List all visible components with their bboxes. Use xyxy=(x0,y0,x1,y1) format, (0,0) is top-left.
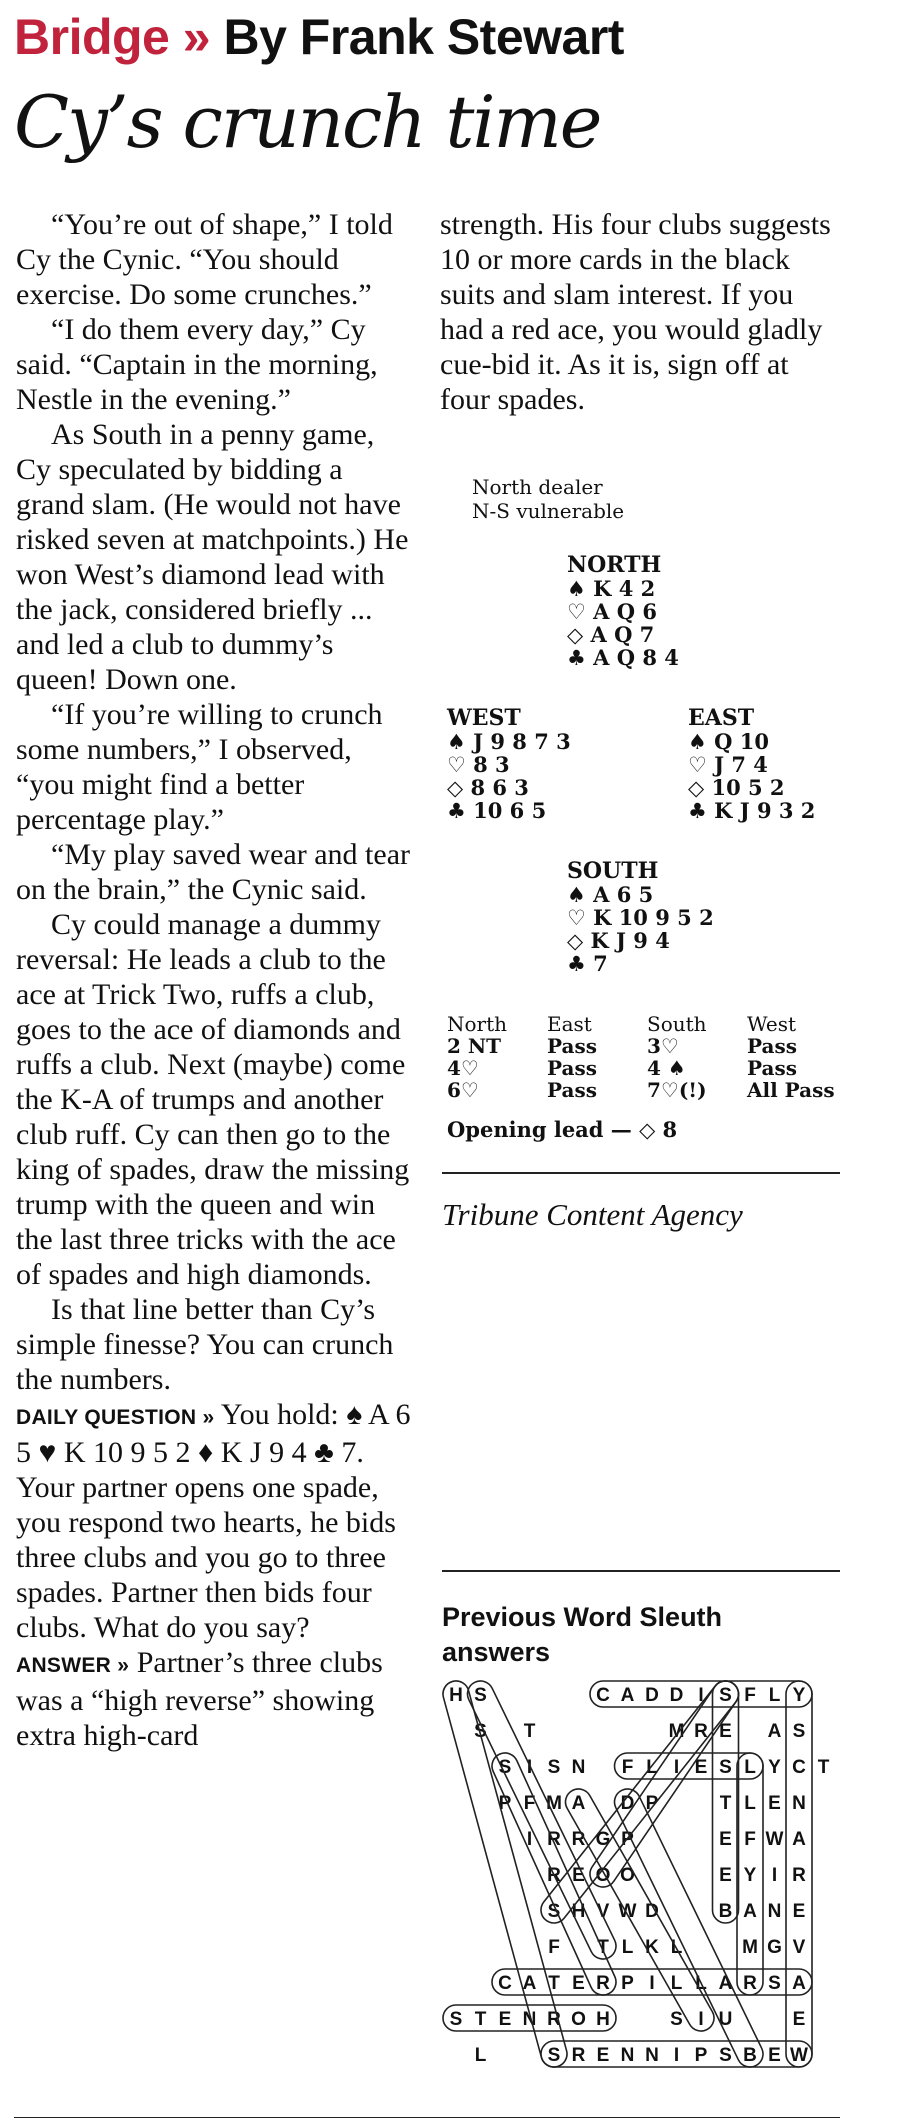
word-sleuth-grid xyxy=(442,1680,842,2125)
grid-letter: R xyxy=(547,2009,561,2030)
page-header xyxy=(14,8,624,66)
grid-letter: L xyxy=(474,2045,487,2066)
grid-letter: S xyxy=(547,1757,561,1778)
grid-letter: D xyxy=(669,1685,684,1706)
grid-letter: N xyxy=(645,2045,659,2066)
article-title: Cy’s crunch time xyxy=(14,80,601,164)
grid-letter: Y xyxy=(768,1757,781,1778)
grid-letter: H xyxy=(449,1685,463,1706)
grid-letter: I xyxy=(649,1973,655,1994)
hand-label: NORTH xyxy=(567,552,662,578)
grid-letter: F xyxy=(621,1757,634,1778)
daily-question-label: DAILY QUESTION » xyxy=(16,1406,215,1429)
grid-letter: D xyxy=(645,1901,659,1922)
diamonds: ◇ 8 6 3 xyxy=(447,775,529,800)
grid-letter: C xyxy=(596,1685,610,1706)
grid-letter: M xyxy=(668,1721,685,1742)
grid-letter: I xyxy=(698,2009,704,2030)
grid-letter: A xyxy=(767,1721,782,1742)
grid-letter: A xyxy=(522,1973,537,1994)
spades: ♠ J 9 8 7 3 xyxy=(447,729,571,754)
grid-letter: E xyxy=(596,2045,610,2066)
grid-letter: S xyxy=(547,1901,561,1922)
grid-letter: L xyxy=(695,1973,707,1994)
paragraph: Is that line better than Cy’s simple finesse? You can crunch the numbers. xyxy=(16,1293,394,1396)
grid-letter: C xyxy=(792,1757,806,1778)
vulnerability: N-S vulnerable xyxy=(472,499,625,523)
paragraph: strength. His four clubs suggests 10 or more cards in the black suits and slam interest. If you had a red ace, you would gladly cue-bid it. As it is, sign off at four spades. xyxy=(440,208,831,416)
hearts: ♡ K 10 9 5 2 xyxy=(567,905,714,930)
grid-letter: T xyxy=(719,1793,732,1814)
grid-letter: R xyxy=(571,1829,586,1850)
grid-letter: R xyxy=(547,1865,561,1886)
grid-letter: P xyxy=(621,1973,634,1994)
grid-letter: S xyxy=(719,2045,732,2066)
grid-letter: E xyxy=(719,1865,732,1886)
grid-letter: E xyxy=(792,2009,806,2030)
clubs: ♣ 7 xyxy=(567,951,608,976)
word-sleuth-loops xyxy=(442,1680,842,2120)
grid-letter: R xyxy=(792,1865,806,1886)
word-sleuth-title: Previous Word Sleuth answers xyxy=(442,1602,723,1667)
grid-letter: L xyxy=(744,1793,756,1814)
grid-letter: T xyxy=(523,1721,536,1742)
grid-letter: L xyxy=(744,1757,756,1778)
grid-letter: N xyxy=(767,1901,782,1922)
grid-letter: A xyxy=(792,1973,806,1994)
grid-letter: O xyxy=(620,1865,635,1886)
auction-row xyxy=(447,1079,847,1101)
hearts: ♡ J 7 4 xyxy=(688,752,768,777)
grid-letter: N xyxy=(522,2009,537,2030)
grid-letter: T xyxy=(548,1973,560,1994)
grid-letter: A xyxy=(743,1901,757,1922)
grid-letter: I xyxy=(673,1757,680,1778)
hand-south xyxy=(567,860,714,975)
grid-letter: W xyxy=(790,2045,808,2066)
grid-letter: E xyxy=(719,1829,732,1850)
spades: ♠ K 4 2 xyxy=(567,576,656,601)
grid-letter: L xyxy=(670,1973,683,1994)
opening-lead: Opening lead — ◇ 8 xyxy=(447,1117,678,1142)
grid-letter: S xyxy=(670,2009,683,2030)
grid-letter: S xyxy=(474,1721,487,1742)
grid-letter: U xyxy=(718,2009,733,2030)
bid: 4 ♠ xyxy=(647,1056,686,1080)
grid-letter: S xyxy=(498,1757,512,1778)
grid-letter: R xyxy=(596,1973,610,1994)
grid-letter: G xyxy=(595,1829,611,1850)
bid: 6♡ xyxy=(447,1078,479,1102)
grid-letter: L xyxy=(621,1937,634,1958)
grid-letter: O xyxy=(595,1865,611,1886)
grid-letter: S xyxy=(449,2009,463,2030)
grid-letter: C xyxy=(498,1973,512,1994)
grid-letter: S xyxy=(719,1757,732,1778)
bid: All Pass xyxy=(747,1078,835,1102)
auction-col: East xyxy=(547,1012,592,1036)
grid-letter: I xyxy=(771,1865,778,1886)
hand-label: WEST xyxy=(447,705,521,731)
grid-letter: L xyxy=(670,1937,683,1958)
section-label: Bridge » xyxy=(14,9,211,65)
grid-letter: P xyxy=(621,1829,634,1850)
hand-west xyxy=(447,707,571,822)
bid: Pass xyxy=(547,1078,597,1102)
divider xyxy=(442,1570,840,1572)
spades: ♠ Q 10 xyxy=(688,729,769,754)
auction-col: South xyxy=(647,1012,707,1036)
paragraph: As South in a penny game, Cy speculated by bidding a grand slam. (He would not have risked seven at matchpoints.) He won West’s diamond lead with the jack, considered briefly ... and led a club to dummy’s queen! Down one. xyxy=(16,418,409,696)
spades: ♠ A 6 5 xyxy=(567,882,654,907)
grid-letter: E xyxy=(719,1721,732,1742)
hand-label: EAST xyxy=(688,705,755,731)
bid: Pass xyxy=(747,1056,797,1080)
grid-letter: Y xyxy=(743,1865,757,1886)
column-1 xyxy=(16,207,411,1753)
grid-letter: A xyxy=(620,1685,635,1706)
grid-letter: N xyxy=(620,2045,635,2066)
grid-letter: P xyxy=(694,2045,708,2066)
grid-letter: R xyxy=(547,1829,561,1850)
grid-letter: I xyxy=(526,1829,533,1850)
diamonds: ◇ K J 9 4 xyxy=(567,928,670,953)
bid: Pass xyxy=(747,1034,797,1058)
clubs: ♣ K J 9 3 2 xyxy=(688,798,816,823)
auction-row xyxy=(447,1057,847,1079)
grid-letter: D xyxy=(645,1685,659,1706)
column-2 xyxy=(440,207,840,417)
hearts: ♡ 8 3 xyxy=(447,752,510,777)
grid-letter: O xyxy=(571,2009,586,2030)
bid: Pass xyxy=(547,1034,597,1058)
grid-letter: W xyxy=(765,1829,784,1850)
hand-label: SOUTH xyxy=(567,858,659,884)
dealer: North dealer xyxy=(472,475,603,499)
grid-letter: T xyxy=(817,1757,830,1778)
grid-letter: K xyxy=(645,1937,659,1958)
grid-letter: V xyxy=(792,1937,806,1958)
hearts: ♡ A Q 6 xyxy=(567,599,657,624)
grid-letter: E xyxy=(498,2009,512,2030)
grid-letter: S xyxy=(792,1721,806,1742)
grid-letter: G xyxy=(767,1937,782,1958)
grid-letter: E xyxy=(572,1865,585,1886)
grid-letter: I xyxy=(698,1685,704,1706)
grid-letter: F xyxy=(548,1937,560,1958)
grid-letter: S xyxy=(547,2045,561,2066)
diamonds: ◇ A Q 7 xyxy=(567,622,655,647)
grid-letter: N xyxy=(571,1757,586,1778)
bid: 2 NT xyxy=(447,1034,502,1058)
grid-letter: I xyxy=(673,2045,680,2066)
grid-letter: R xyxy=(743,1973,757,1994)
answer-loop xyxy=(585,1680,744,1892)
auction-header xyxy=(447,1013,847,1035)
grid-letter: M xyxy=(742,1937,758,1958)
bid: Pass xyxy=(547,1056,597,1080)
bottom-rule xyxy=(14,2117,840,2118)
grid-letter: T xyxy=(474,2009,487,2030)
grid-letter: L xyxy=(646,1757,658,1778)
credit: Tribune Content Agency xyxy=(442,1197,743,1232)
grid-letter: H xyxy=(571,1901,586,1922)
grid-letter: V xyxy=(596,1901,610,1922)
grid-letter: S xyxy=(719,1685,732,1706)
grid-letter: E xyxy=(572,1973,585,1994)
grid-letter: D xyxy=(620,1793,635,1814)
grid-letter: R xyxy=(694,1721,708,1742)
grid-letter: R xyxy=(571,2045,586,2066)
grid-letter: A xyxy=(571,1793,586,1814)
auction-col: North xyxy=(447,1012,508,1036)
paragraph: “You’re out of shape,” I told Cy the Cynic. “You should exercise. Do some crunches.” xyxy=(16,208,393,311)
bid: 7♡(!) xyxy=(647,1078,707,1102)
grid-letter: H xyxy=(596,2009,610,2030)
grid-letter: F xyxy=(744,1685,756,1706)
hand-east xyxy=(688,707,815,822)
grid-letter: M xyxy=(546,1793,562,1814)
daily-question-text: You hold: ♠ A 6 5 ♥ K 10 9 5 2 ♦ K J 9 4 ♣ 7. Your partner opens one spade, you respond two hearts, he bids three clubs and you go to three spades. Partner then bids four clubs. What do you say? xyxy=(16,1398,411,1644)
grid-letter: E xyxy=(792,1901,806,1922)
paragraph: “I do them every day,” Cy said. “Captain in the morning, Nestle in the evening.” xyxy=(16,313,378,416)
hand-north xyxy=(567,554,679,669)
grid-letter: B xyxy=(718,1901,733,1922)
grid-letter: E xyxy=(768,2045,781,2066)
answer-text: Partner’s three clubs was a “high reverse” showing extra high-card xyxy=(16,1646,383,1752)
grid-letter: N xyxy=(792,1793,806,1814)
divider xyxy=(442,1172,840,1174)
grid-letter: L xyxy=(768,1685,781,1706)
paragraph: Cy could manage a dummy reversal: He leads a club to the ace at Trick Two, ruffs a club, goes to the ace of diamonds and ruffs a club. Next (maybe) come the K-A of trumps and another club ruff. Cy can then go to the king of spades, draw the missing trump with the queen and win the last three tricks with the ace of spades and high diamonds. xyxy=(16,908,410,1291)
auction-row xyxy=(447,1035,847,1057)
grid-letter: A xyxy=(718,1973,733,1994)
grid-letter: E xyxy=(694,1757,708,1778)
grid-letter: S xyxy=(474,1685,487,1706)
deal-info xyxy=(472,475,624,523)
clubs: ♣ A Q 8 4 xyxy=(567,645,679,670)
grid-letter: E xyxy=(768,1793,781,1814)
grid-letter: P xyxy=(498,1793,512,1814)
bid: 4♡ xyxy=(447,1056,479,1080)
grid-letter: S xyxy=(768,1973,781,1994)
grid-letter: B xyxy=(743,2045,757,2066)
paragraph: “If you’re willing to crunch some numbers,” I observed, “you might find a better percentage play.” xyxy=(16,698,383,836)
grid-letter: W xyxy=(618,1901,637,1922)
answer-label: ANSWER » xyxy=(16,1654,130,1677)
answer-loop xyxy=(610,1785,767,2072)
paragraph: “My play saved wear and tear on the brain,” the Cynic said. xyxy=(16,838,411,906)
grid-letter: I xyxy=(526,1757,533,1778)
auction-table xyxy=(447,1013,847,1141)
grid-letter: Y xyxy=(792,1685,806,1706)
clubs: ♣ 10 6 5 xyxy=(447,798,547,823)
byline: By Frank Stewart xyxy=(223,9,624,65)
auction-col: West xyxy=(747,1012,797,1036)
grid-letter: T xyxy=(597,1937,609,1958)
grid-letter: A xyxy=(792,1829,806,1850)
grid-letter: P xyxy=(645,1793,659,1814)
answer xyxy=(16,1645,411,1753)
daily-question xyxy=(16,1397,411,1645)
grid-letter: F xyxy=(523,1793,536,1814)
grid-letter: F xyxy=(744,1829,756,1850)
diamonds: ◇ 10 5 2 xyxy=(688,775,785,800)
bid: 3♡ xyxy=(647,1034,679,1058)
